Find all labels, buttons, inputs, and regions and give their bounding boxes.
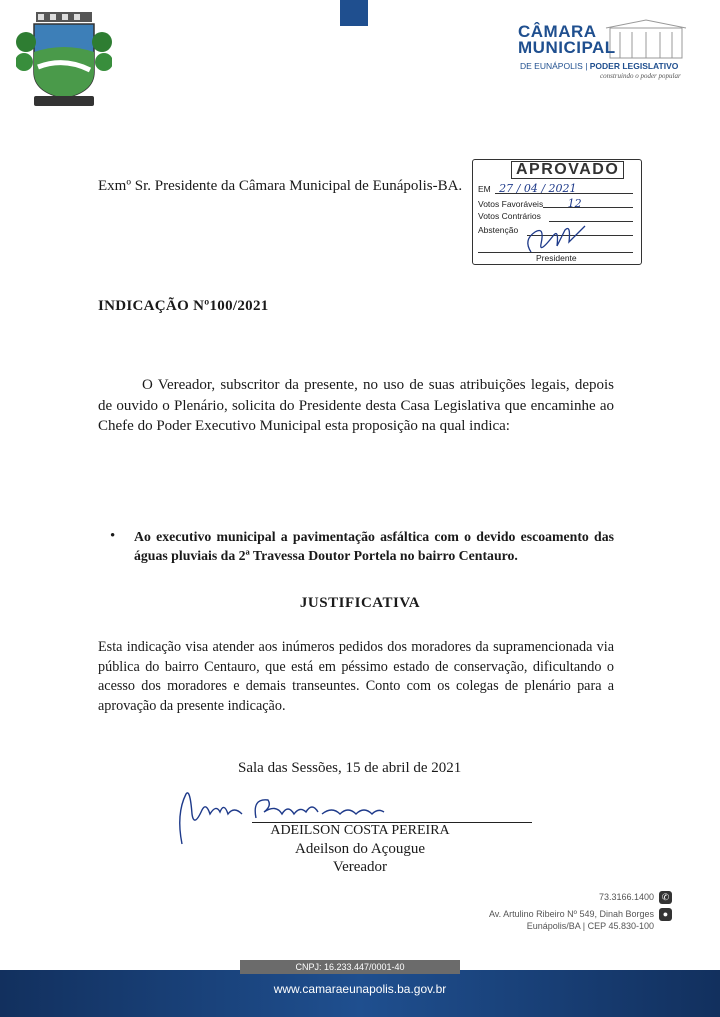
stamp-presidente-label: Presidente [536, 253, 577, 263]
signer-role: Vereador [332, 859, 388, 875]
phone-icon: ✆ [659, 891, 672, 904]
location-pin-icon: ● [659, 908, 672, 921]
addressee-line: Exmº Sr. Presidente da Câmara Municipal de Eunápolis-BA. [98, 178, 463, 194]
stamp-em-line [495, 193, 633, 194]
logo-subtitle: DE EUNÁPOLIS | PODER LEGISLATIVO [520, 61, 679, 71]
signer-nickname: Adeilson do Açougue [295, 841, 425, 857]
stamp-em-label: EM [478, 184, 491, 194]
indication-item: Ao executivo municipal a pavimentação asfáltica com o devido escoamento das águas pluviais da 2ª Travessa Doutor Portela no bairro Centauro. [134, 529, 614, 563]
footer-cnpj: CNPJ: 16.233.447/0001-40 [240, 960, 460, 974]
stamp-favoraveis-row [478, 197, 582, 210]
footer-phone-row [599, 891, 672, 904]
signer-name: ADEILSON COSTA PEREIRA [270, 823, 450, 838]
logo-municipal-text: MUNICIPAL [518, 38, 616, 57]
stamp-favoraveis-line [543, 207, 633, 208]
header-accent-tab [340, 0, 368, 26]
justificativa-paragraph: Esta indicação visa atender aos inúmeros pedidos dos moradores da supramencionada via pública do bairro Centauro, que está em péssimo estado de conservação, dificultando o acesso dos moradores e demais transeuntes. Conto com os colegas de plenário para a aprovação da presente indicação. [98, 639, 614, 714]
footer-address-line1: Av. Artulino Ribeiro Nº 549, Dinah Borges [488, 908, 654, 919]
logo-camara-text: CÂMARA [518, 22, 597, 41]
stamp-title: APROVADO [511, 161, 624, 179]
footer-website-link[interactable]: www.camaraeunapolis.ba.gov.br [273, 982, 447, 996]
body-paragraph: O Vereador, subscritor da presente, no uso de suas atribuições legais, depois de ouvido o Plenário, solicita do Presidente desta Casa Legislativa que encaminhe ao Chefe do Poder Executivo Municipal esta proposição na qual indica: [98, 377, 614, 434]
footer-phone: 73.3166.1400 [598, 891, 654, 902]
closing-line: Sala das Sessões, 15 de abril de 2021 [238, 760, 462, 776]
stamp-abstencao-label: Abstenção [478, 225, 519, 235]
approval-stamp [472, 159, 642, 265]
justificativa-heading: JUSTIFICATIVA [299, 595, 421, 611]
municipal-seal-logo [16, 12, 112, 110]
stamp-contrarios-label: Votos Contrários [478, 211, 541, 221]
indicacao-title: INDICAÇÃO Nº100/2021 [98, 298, 269, 314]
footer-address-row [489, 908, 672, 921]
bullet-dot: • [110, 528, 116, 544]
stamp-favoraveis-label: Votos Favoráveis [478, 199, 544, 209]
logo-city-text: DE EUNÁPOLIS [520, 61, 583, 71]
logo-tagline: construindo o poder popular [600, 72, 681, 80]
footer-address-line2: Eunápolis/BA | CEP 45.830-100 [526, 921, 654, 931]
logo-power-text: PODER LEGISLATIVO [589, 61, 679, 71]
stamp-favoraveis-value: 12 [567, 197, 582, 210]
stamp-em-value: 27 / 04 / 2021 [499, 182, 577, 195]
